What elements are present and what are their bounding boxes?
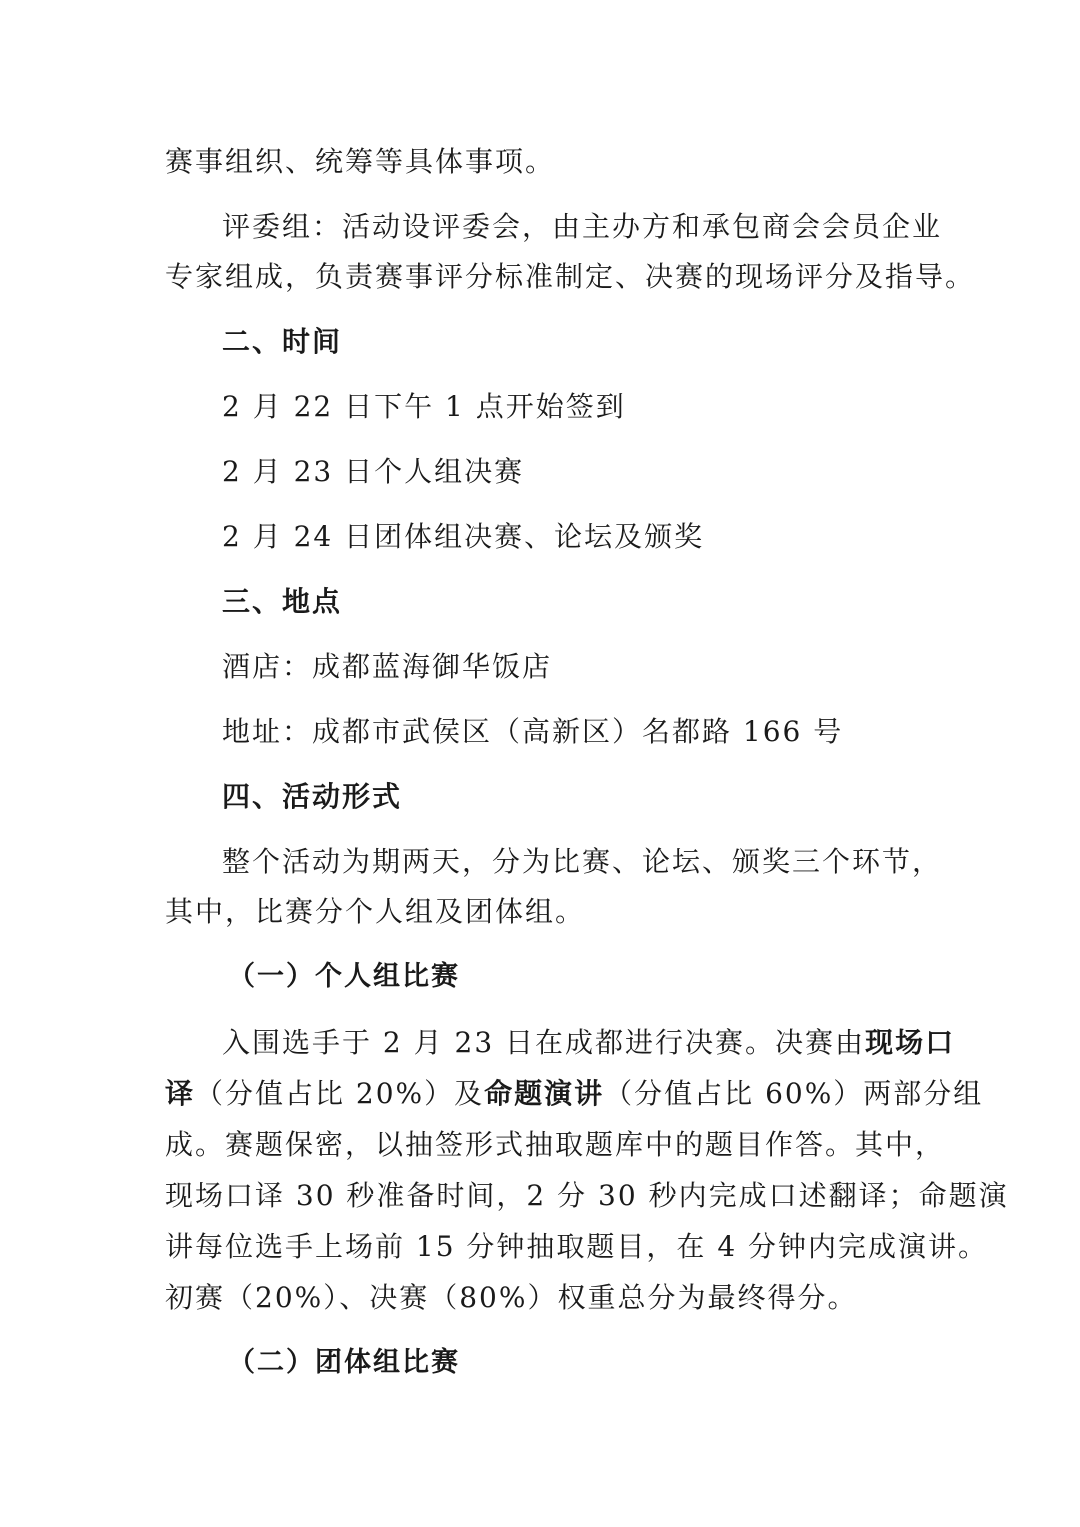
text-run: 入围选手于 2 月 23 日在成都进行决赛。决赛由 (222, 1026, 866, 1059)
paragraph-line: 初赛（20%）、决赛（80%）权重总分为最终得分。 (165, 1281, 858, 1314)
bold-text-run: 译 (165, 1077, 196, 1110)
subsection-heading-individual: （一）个人组比赛 (228, 961, 460, 992)
paragraph-line: 酒店：成都蓝海御华饭店 (222, 650, 553, 683)
paragraph-line: 讲每位选手上场前 15 分钟抽取题目，在 4 分钟内完成演讲。 (165, 1230, 989, 1263)
paragraph-line: 现场口译 30 秒准备时间，2 分 30 秒内完成口述翻译；命题演 (165, 1179, 1009, 1212)
paragraph-line: 2 月 24 日团体组决赛、论坛及颁奖 (222, 520, 705, 553)
bold-text-run: 命题演讲 (484, 1077, 605, 1110)
paragraph-line: 其中，比赛分个人组及团体组。 (165, 895, 586, 928)
paragraph-line: 专家组成，负责赛事评分标准制定、决赛的现场评分及指导。 (165, 260, 976, 293)
text-run: （分值占比 20%）及 (195, 1077, 485, 1110)
section-heading-location: 三、地点 (222, 585, 343, 618)
paragraph-line (165, 1076, 984, 1112)
text-run: （分值占比 60%）两部分组 (604, 1077, 984, 1110)
bold-text-run: 现场口 (865, 1026, 956, 1059)
paragraph-line: 评委组：活动设评委会，由主办方和承包商会会员企业 (222, 210, 943, 243)
paragraph-line: 整个活动为期两天，分为比赛、论坛、颁奖三个环节， (222, 845, 943, 878)
paragraph-line: 地址：成都市武侯区（高新区）名都路 166 号 (222, 715, 844, 748)
paragraph-line: 2 月 23 日个人组决赛 (222, 455, 525, 488)
subsection-heading-team: （二）团体组比赛 (228, 1347, 460, 1378)
section-heading-time: 二、时间 (222, 325, 343, 358)
paragraph-line (222, 1025, 982, 1061)
paragraph-line: 成。赛题保密，以抽签形式抽取题库中的题目作答。其中， (165, 1128, 946, 1161)
paragraph-line: 赛事组织、统筹等具体事项。 (165, 145, 556, 178)
paragraph-line: 2 月 22 日下午 1 点开始签到 (222, 390, 626, 423)
section-heading-format: 四、活动形式 (222, 780, 403, 813)
